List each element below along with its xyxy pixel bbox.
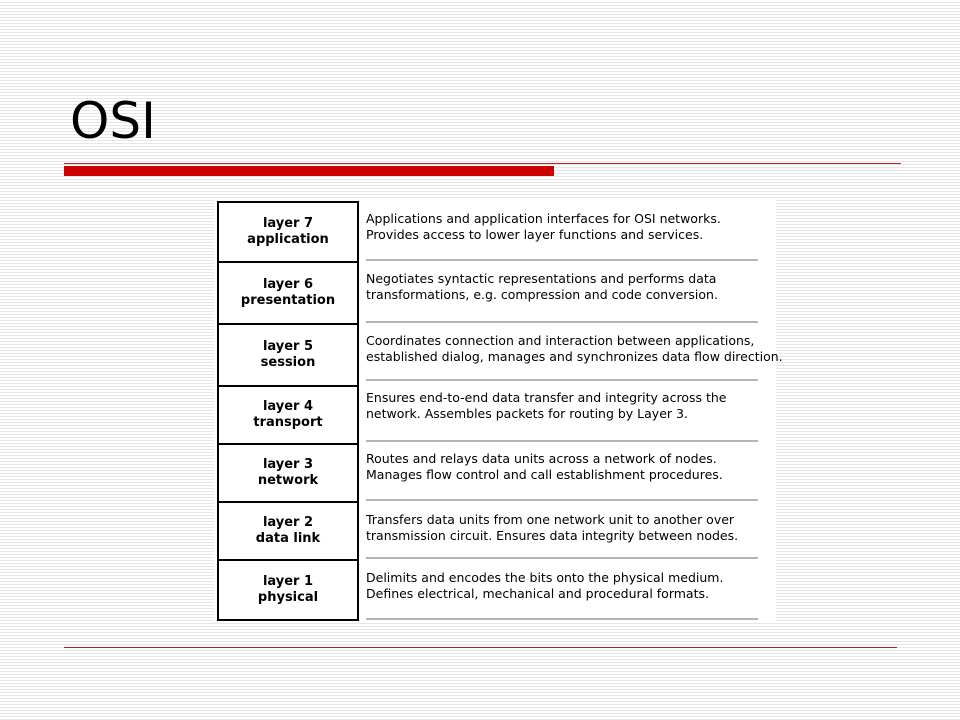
description-line: Applications and application interfaces for OSI networks. xyxy=(366,211,721,226)
layer-5-cell xyxy=(219,325,357,385)
layer-4-name: transport xyxy=(253,415,323,430)
description-divider xyxy=(366,557,758,559)
layer-1-name: physical xyxy=(257,590,319,605)
description-divider xyxy=(366,499,758,501)
footer-rule xyxy=(64,647,897,648)
description-line: network. Assembles packets for routing by Layer 3. xyxy=(366,406,688,421)
description-line: Transfers data units from one network unit to another over xyxy=(366,512,735,527)
title-underline-thin xyxy=(64,163,901,164)
description-line: Routes and relays data units across a network of nodes. xyxy=(366,451,717,466)
layer-4-description xyxy=(366,390,758,422)
layer-6-name: presentation xyxy=(240,293,336,308)
layer-5-description xyxy=(366,333,783,365)
description-line: Delimits and encodes the bits onto the physical medium. xyxy=(366,570,724,585)
layer-7-number: layer 7 xyxy=(262,216,314,231)
layer-1-cell xyxy=(219,561,357,619)
layer-2-description xyxy=(366,512,758,544)
description-line: Defines electrical, mechanical and procedural formats. xyxy=(366,586,709,601)
layer-3-description xyxy=(366,451,758,483)
layer-3-cell xyxy=(219,445,357,501)
layer-1-number: layer 1 xyxy=(262,574,314,589)
layer-4-number: layer 4 xyxy=(262,399,314,414)
layer-2-cell xyxy=(219,503,357,559)
description-line: transformations, e.g. compression and code conversion. xyxy=(366,287,718,302)
layer-4-cell xyxy=(219,387,357,443)
layer-2-number: layer 2 xyxy=(262,515,314,530)
layer-3-number: layer 3 xyxy=(262,457,314,472)
description-divider xyxy=(366,618,758,620)
layer-7-description xyxy=(366,211,758,243)
slide-title: OSI xyxy=(70,92,156,150)
description-line: Ensures end-to-end data transfer and integrity across the xyxy=(366,390,727,405)
layer-stack xyxy=(217,201,359,621)
layer-5-number: layer 5 xyxy=(262,339,314,354)
layer-5-name: session xyxy=(260,355,316,370)
layer-3-name: network xyxy=(257,473,319,488)
description-divider xyxy=(366,379,758,381)
description-line: Coordinates connection and interaction between applications, xyxy=(366,333,755,348)
layer-6-description xyxy=(366,271,758,303)
description-divider xyxy=(366,440,758,442)
title-underline-accent xyxy=(64,166,554,176)
layer-7-name: application xyxy=(247,232,329,247)
layer-6-number: layer 6 xyxy=(262,277,314,292)
layer-6-cell xyxy=(219,263,357,323)
description-line: Manages flow control and call establishment procedures. xyxy=(366,467,723,482)
layer-1-description xyxy=(366,570,758,602)
osi-model-figure xyxy=(214,198,783,622)
description-divider xyxy=(366,259,758,261)
layer-2-name: data link xyxy=(255,531,321,546)
layer-7-cell xyxy=(219,203,357,261)
description-line: transmission circuit. Ensures data integrity between nodes. xyxy=(366,528,739,543)
description-line: established dialog, manages and synchronizes data flow direction. xyxy=(366,349,783,364)
description-divider xyxy=(366,321,758,323)
description-line: Provides access to lower layer functions and services. xyxy=(366,227,704,242)
description-line: Negotiates syntactic representations and performs data xyxy=(366,271,717,286)
